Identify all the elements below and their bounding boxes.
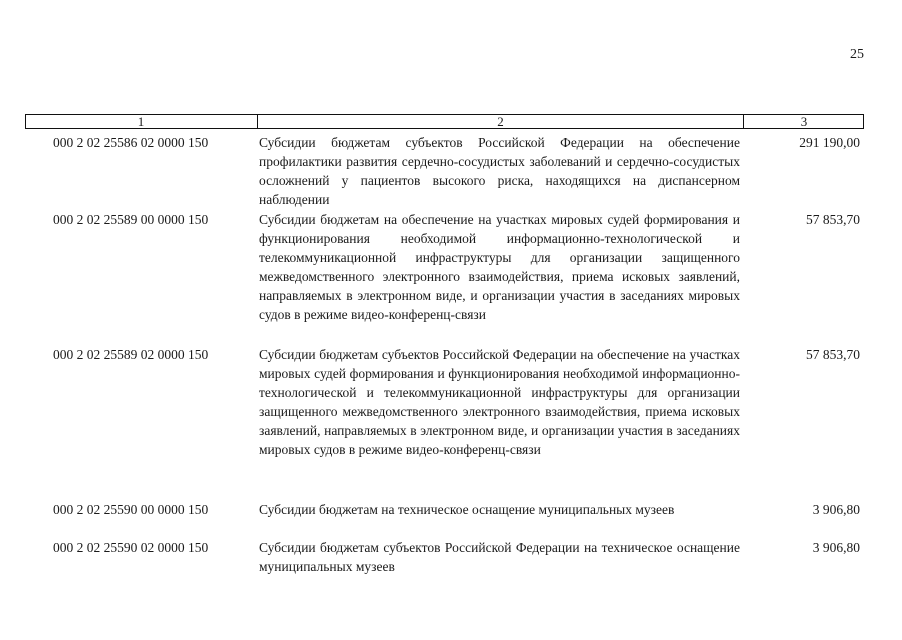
row-code: 000 2 02 25590 02 0000 150 [53, 540, 209, 555]
page-number: 25 [850, 47, 864, 62]
table-header [25, 114, 864, 129]
row-code: 000 2 02 25589 00 0000 150 [53, 212, 209, 227]
row-description: Субсидии бюджетам субъектов Российской Федерации на обеспечение профилактики развития сердечно-сосудистых заболеваний и сердечно-сосудистых осложнений у пациентов высокого риска, находящихся на диспансерном наблюдении [259, 135, 740, 207]
row-description: Субсидии бюджетам субъектов Российской Федерации на обеспечение на участках мировых судей формирования и функционирования необходимой информационно-технологической и телекоммуникационной инфраструктуры для организации защищенного межведомственного электронного взаимодействия, приема исковых заявлений, направляемых в электронном виде, и организации участия в заседаниях мировых судов в режиме видео-конференц-связи [259, 347, 740, 457]
row-amount: 57 853,70 [806, 212, 860, 227]
column-header-3: 3 [743, 115, 864, 128]
row-code: 000 2 02 25586 02 0000 150 [53, 135, 209, 150]
row-description: Субсидии бюджетам на техническое оснащение муниципальных музеев [259, 502, 675, 517]
row-amount: 3 906,80 [812, 502, 860, 517]
row-amount: 57 853,70 [806, 347, 860, 362]
column-header-2: 2 [257, 115, 743, 128]
row-amount: 3 906,80 [812, 540, 860, 555]
row-description: Субсидии бюджетам субъектов Российской Федерации на техническое оснащение муниципальных музеев [259, 540, 740, 574]
row-code: 000 2 02 25590 00 0000 150 [53, 502, 209, 517]
row-description: Субсидии бюджетам на обеспечение на участках мировых судей формирования и функционирования необходимой информационно-технологической и телекоммуникационной инфраструктуры для организации защищенного межведомственного электронного взаимодействия, приема исковых заявлений, направляемых в электронном виде, и организации участия в заседаниях мировых судов в режиме видео-конференц-связи [259, 212, 740, 322]
row-amount: 291 190,00 [799, 135, 860, 150]
column-header-1: 1 [137, 114, 145, 129]
row-code: 000 2 02 25589 02 0000 150 [53, 347, 209, 362]
